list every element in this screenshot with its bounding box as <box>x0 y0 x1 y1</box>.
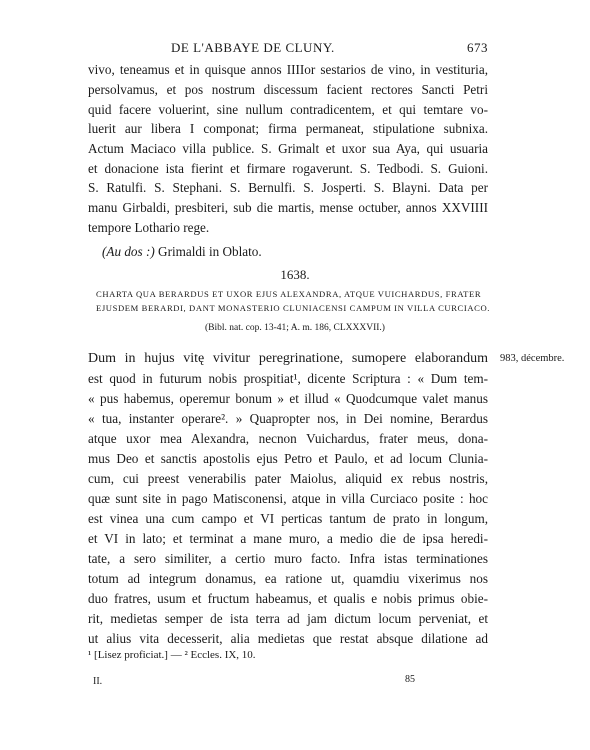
text-line: cum, cui preest venerabilis pater Maiolus, aliquid ex rebus nostris, <box>88 471 488 486</box>
charter-rubric-line: CHARTA QUA BERARDUS ET UXOR EJUS ALEXANDRA, ATQUE VUICHARDUS, FRATER <box>96 289 482 299</box>
text-line: manu Girbaldi, presbiteri, sub die martis, mense octuber, annos XXVIIII <box>88 200 488 215</box>
footnote: ¹ [Lisez proficiat.] — ² Eccles. IX, 10. <box>88 649 256 661</box>
charter-source: (Bibl. nat. cop. 13-41; A. m. 186, CLXXXVII.) <box>205 323 385 333</box>
text-line: est quod in futurum nobis prospitiat¹, dicente Scriptura : « Dum tem- <box>88 371 488 386</box>
text-line: tate, a sero similiter, a certio muro facto. Infra istas terminationes <box>88 551 488 566</box>
text-line: S. Ratulfi. S. Stephani. S. Bernulfi. S. Josperti. S. Blayni. Data per <box>88 180 488 195</box>
text-line: persolvamus, et pos nostrum discessum facient rectores Sancti Petri <box>88 82 488 97</box>
text-line: quid facere voluerint, sine nullum contradicentem, et qui temtare vo- <box>88 102 488 117</box>
endorsement-text: Grimaldi in Oblato. <box>154 244 262 259</box>
text-line: Actum Maciaco villa publice. S. Grimalt et uxor sua Aya, qui usuaria <box>88 141 488 156</box>
text-line: totum ad integrum donamus, ea ratione ut, quamdiu vixerimus nos <box>88 571 488 586</box>
text-line: est vinea una cum campo et VI perticas tantum de prato in longum, <box>88 511 488 526</box>
text-line: tempore Lothario rege. <box>88 220 210 235</box>
page-number: 673 <box>467 40 488 55</box>
running-title: DE L'ABBAYE DE CLUNY. <box>171 40 335 55</box>
text-line: Dum in hujus vitę vivitur peregrinatione, sumopere elaborandum <box>88 351 488 366</box>
endorsement <box>102 242 488 262</box>
folio-number: 85 <box>405 674 415 685</box>
text-line: « tua, instanter operare². » Quapropter nos, in Dei nomine, Berardus <box>88 411 488 426</box>
text-line: duo fratres, usum et fructum habeamus, et qualis e nobis primus obie- <box>88 591 488 606</box>
text-line: et donacione ista fierint et firmare rogaverunt. S. Tedbodi. S. Guioni. <box>88 161 488 176</box>
charter-number: 1638. <box>280 267 310 282</box>
text-line: vivo, teneamus et in quisque annos IIIIor sestarios de vino, in vestituria, <box>88 62 488 77</box>
text-line: mus Deo et sanctis apostolis ejus Petro et Paulo, et ad locum Clunia- <box>88 451 488 466</box>
text-line: luerit aur libera I componat; firma permaneat, stipulatione subnixa. <box>88 121 488 136</box>
text-line: quæ sunt site in pago Matisconensi, atque in villa Curciaco posite : hoc <box>88 491 488 506</box>
text-line: « pus habemus, operemur bonum » et illud « Quodcumque valet manus <box>88 391 488 406</box>
margin-date: 983, décembre. <box>500 353 565 364</box>
text-line: rit, medietas semper de ista terra ad jam dictum locum perveniat, et <box>88 611 488 626</box>
signature-mark: II. <box>93 676 103 687</box>
text-line: atque uxor mea Alexandra, necnon Vuichardus, frater meus, dona- <box>88 431 488 446</box>
charter-rubric-line: EJUSDEM BERARDI, DANT MONASTERIO CLUNIACENSI CAMPUM IN VILLA CURCIACO. <box>96 303 491 313</box>
endorsement-label: (Au dos :) <box>102 244 155 259</box>
text-line: ut alius vita decesserit, alia medietas que restat absque dilatione ad <box>88 631 488 646</box>
text-line: et VI in lato; et terminat a mane muro, a medio die de ipsa heredi- <box>88 531 488 546</box>
